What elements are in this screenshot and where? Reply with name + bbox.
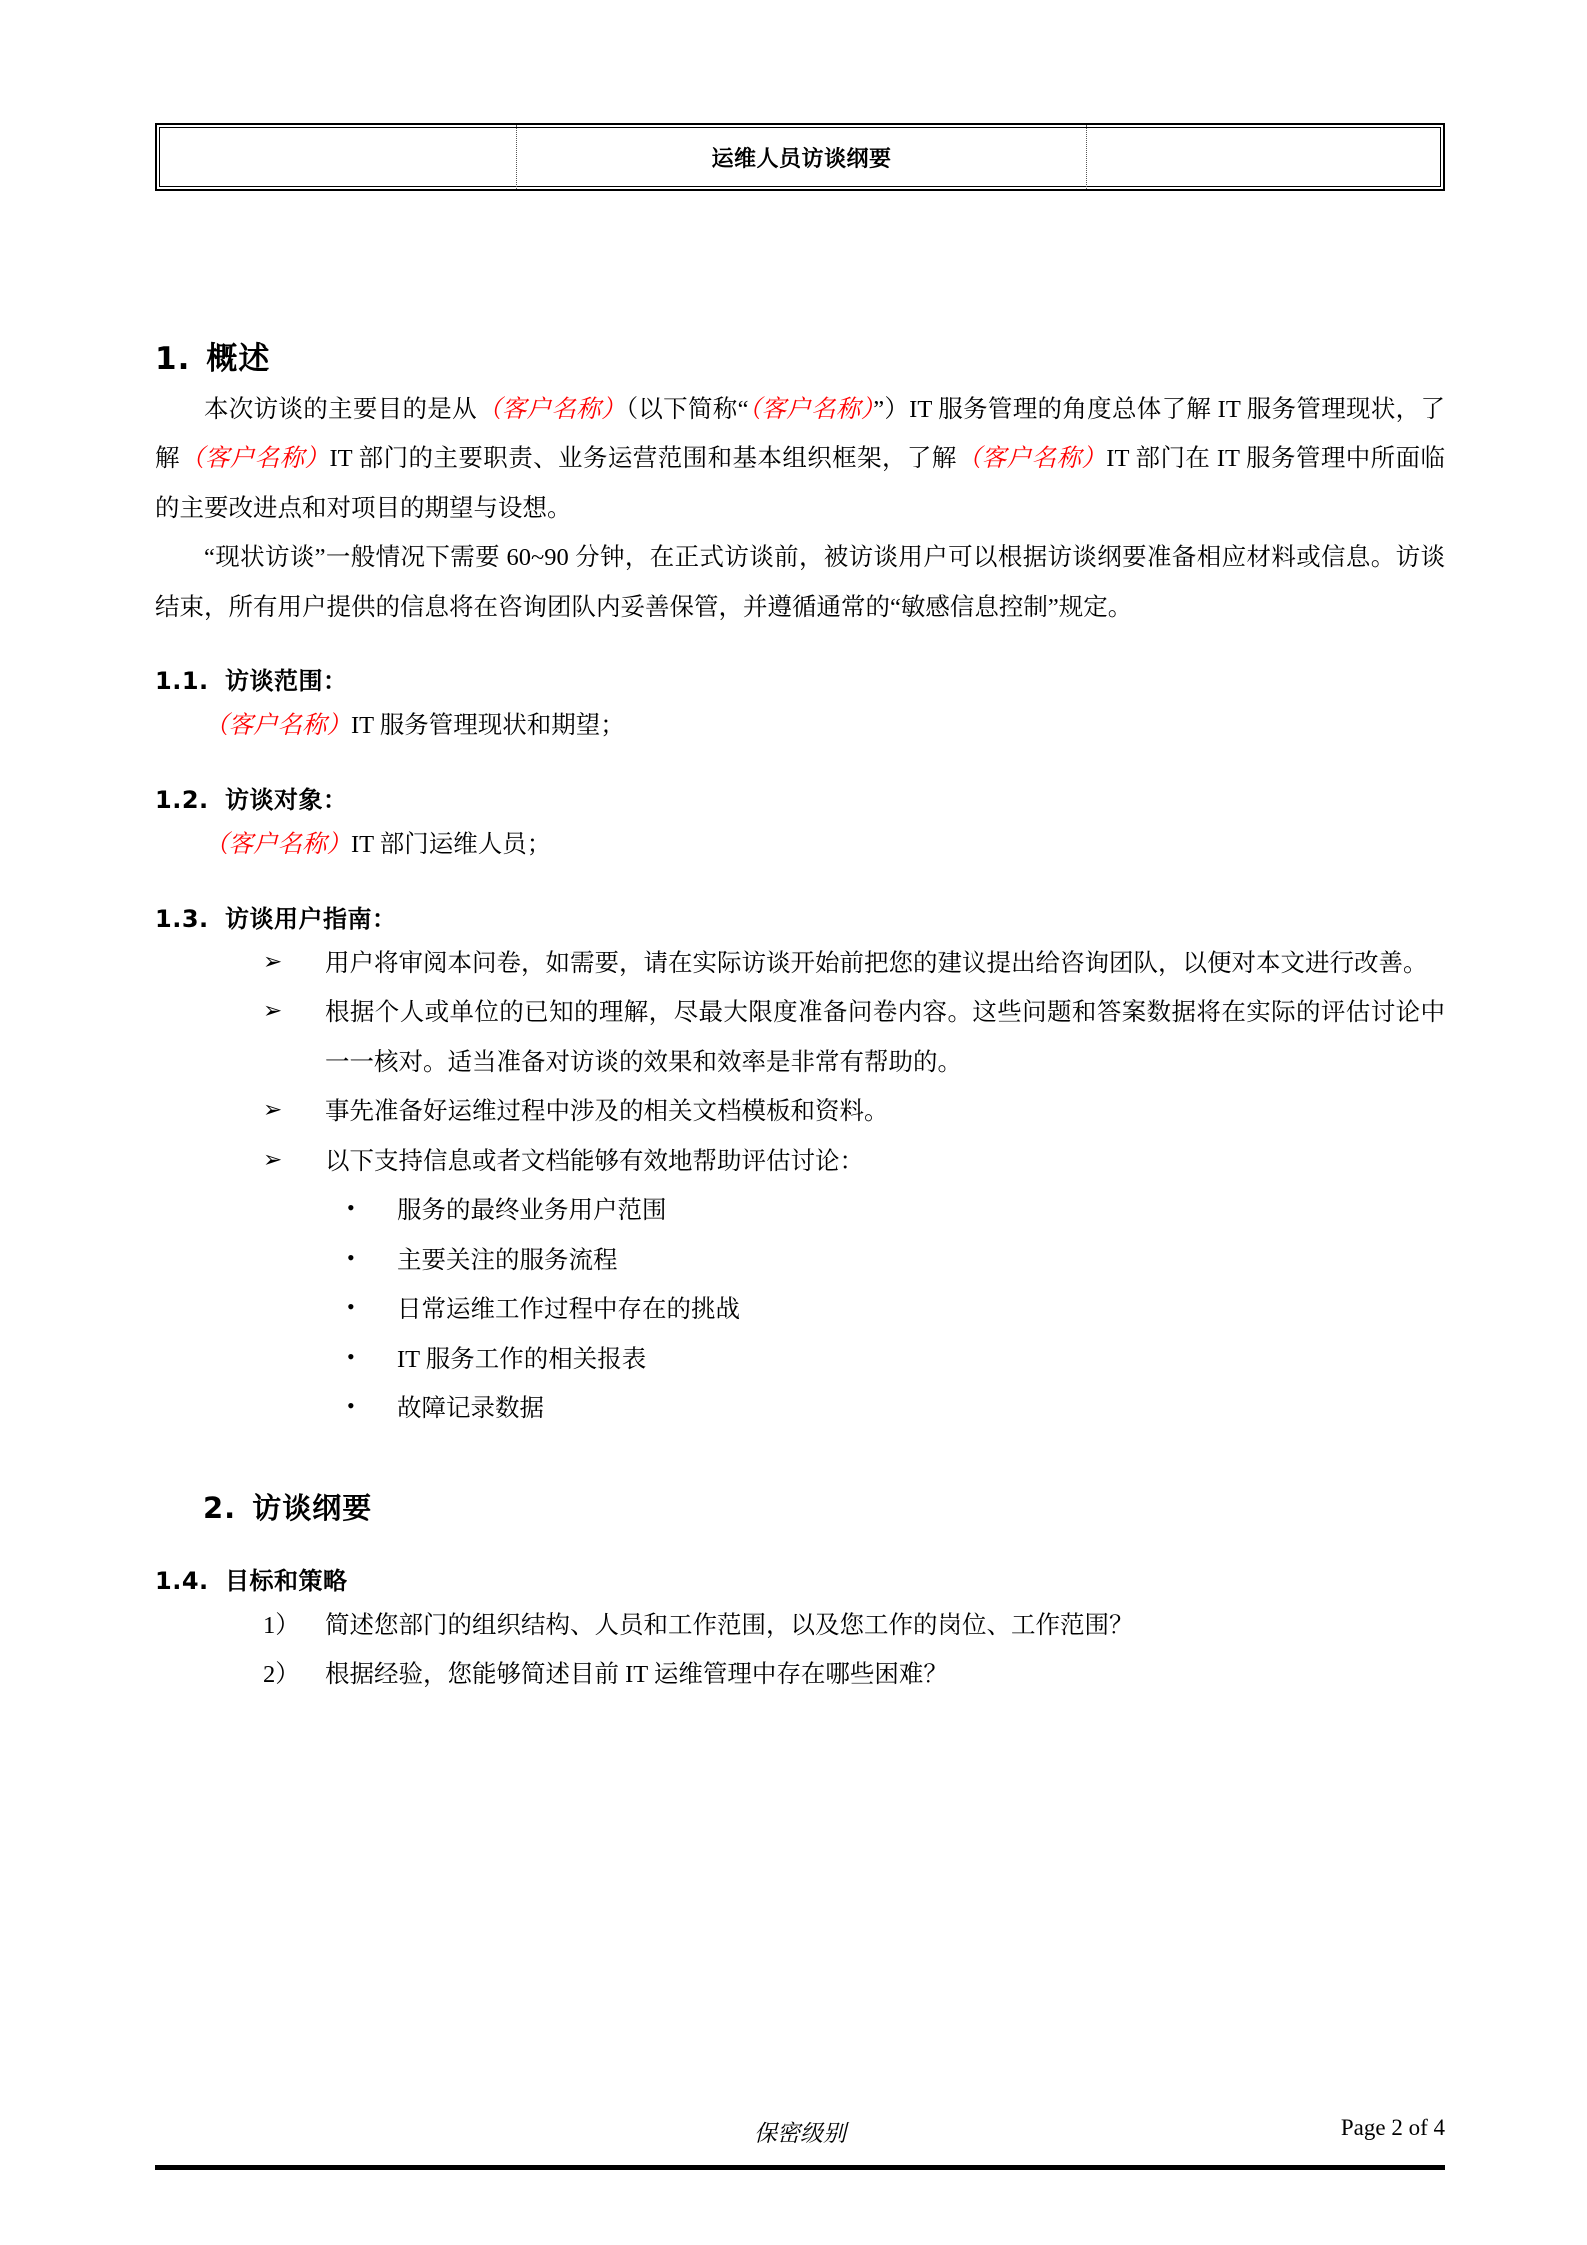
dot-bullet-icon: •: [347, 1393, 355, 1419]
heading-section-2-number: 2.: [203, 1490, 237, 1525]
list-item: [263, 1601, 1445, 1650]
question-number: 2）: [263, 1661, 300, 1689]
list-item: [345, 1335, 1445, 1384]
heading-section-1-4: [155, 1566, 1445, 1597]
spacer: [155, 1532, 1445, 1566]
placeholder-customer-name-2: （客户名称）: [748, 395, 874, 423]
footer-divider: [155, 2165, 1445, 2170]
heading-section-1-4-title: 目标和策略: [225, 1566, 348, 1595]
paragraph-interview-target: [155, 820, 1445, 869]
header-cell-right: [1087, 125, 1443, 189]
paragraph-interview-scope: [155, 701, 1445, 750]
dot-bullet-icon: •: [347, 1195, 355, 1221]
heading-section-1-3-number: 1.3.: [155, 904, 209, 933]
list-item-text: 服务的最终业务用户范围: [397, 1197, 667, 1225]
overview-text-2: （以下简称“: [625, 395, 749, 423]
placeholder-customer-name-4: （客户名称）: [956, 445, 1107, 473]
question-list: [155, 1601, 1445, 1700]
arrow-bullet-icon: ➢: [263, 1146, 283, 1173]
spacer: [155, 1434, 1445, 1490]
placeholder-customer-name-3: （客户名称）: [179, 445, 330, 473]
heading-section-1-1: [155, 666, 1445, 697]
heading-section-1-4-number: 1.4.: [155, 1566, 209, 1595]
interview-scope-text: IT 服务管理现状和期望；: [351, 712, 625, 740]
question-text: 根据经验，您能够简述目前 IT 运维管理中存在哪些困难？: [325, 1661, 948, 1689]
list-item: [345, 1236, 1445, 1285]
heading-section-2: [203, 1490, 1445, 1526]
arrow-bullet-icon: ➢: [263, 948, 283, 975]
list-item-text: 日常运维工作过程中存在的挑战: [397, 1296, 740, 1324]
dot-bullet-icon: •: [347, 1294, 355, 1320]
overview-text-1: 本次访谈的主要目的是从: [204, 395, 477, 423]
heading-section-1-3-title: 访谈用户指南：: [225, 904, 397, 933]
footer-row: [155, 2115, 1445, 2155]
list-item-text: IT 服务工作的相关报表: [397, 1345, 647, 1373]
header-cell-left: [157, 125, 517, 189]
dot-bullet-icon: •: [347, 1343, 355, 1369]
arrow-bullet-icon: ➢: [263, 1097, 283, 1124]
heading-section-1-3: [155, 904, 1445, 935]
list-item-text: 用户将审阅本问卷，如需要，请在实际访谈开始前把您的建议提出给咨询团队，以便对本文进行改善。: [325, 949, 1428, 977]
dot-bullet-icon: •: [347, 1244, 355, 1270]
heading-section-1-2-title: 访谈对象：: [225, 785, 348, 814]
heading-section-1: [155, 340, 1445, 379]
list-item-text: 故障记录数据: [397, 1395, 544, 1423]
list-item: [263, 1137, 1445, 1186]
list-item: [263, 1087, 1445, 1136]
header-cell-title: [517, 125, 1087, 189]
spacer: [155, 751, 1445, 785]
placeholder-customer-name-scope: （客户名称）: [204, 712, 351, 740]
spacer: [155, 870, 1445, 904]
heading-section-1-number: 1.: [155, 341, 191, 377]
overview-text-5: IT 部门在 IT 服务管理中所面临的主要改进点和对项目的期望与设想。: [155, 445, 1445, 522]
heading-section-1-title: 概述: [206, 341, 271, 377]
heading-section-2-title: 访谈纲要: [252, 1490, 373, 1525]
question-text: 简述您部门的组织结构、人员和工作范围，以及您工作的岗位、工作范围？: [325, 1611, 1134, 1639]
page-footer: [155, 2115, 1445, 2170]
supporting-info-list: [155, 1186, 1445, 1433]
user-guide-list: [155, 939, 1445, 1186]
list-item: [345, 1285, 1445, 1334]
heading-section-1-2: [155, 785, 1445, 816]
list-item: [263, 1650, 1445, 1699]
spacer: [155, 632, 1445, 666]
list-item: [263, 939, 1445, 988]
list-item: [263, 988, 1445, 1087]
document-title: 运维人员访谈纲要: [711, 146, 892, 172]
list-item-text: 以下支持信息或者文档能够有效地帮助评估讨论：: [325, 1147, 864, 1175]
footer-page-number: Page 2 of 4: [1340, 2115, 1445, 2140]
question-number: 1）: [263, 1611, 300, 1639]
document-body: [155, 340, 1445, 1700]
placeholder-customer-name-target: （客户名称）: [204, 831, 351, 859]
overview-text-3: ”）IT 服务管理的角度总体了解 IT 服务管理现状，了解: [155, 395, 1445, 473]
heading-section-1-1-title: 访谈范围：: [225, 667, 348, 696]
placeholder-customer-name-1: （客户名称）: [476, 395, 626, 423]
paragraph-overview-2: “现状访谈”一般情况下需要 60~90 分钟，在正式访谈前，被访谈用户可以根据访谈纲要准备相应材料或信息。访谈结束，所有用户提供的信息将在咨询团队内妥善保管，并遵循通常的“敏感信息控制”规定。: [155, 544, 1445, 621]
arrow-bullet-icon: ➢: [263, 998, 283, 1025]
list-item: [345, 1384, 1445, 1433]
page-header-table: [155, 123, 1445, 191]
interview-target-text: IT 部门运维人员；: [351, 831, 552, 859]
footer-confidential-label: 保密级别: [754, 2121, 846, 2146]
heading-section-1-2-number: 1.2.: [155, 785, 209, 814]
heading-section-1-1-number: 1.1.: [155, 667, 209, 696]
list-item: [345, 1186, 1445, 1235]
list-item-text: 主要关注的服务流程: [397, 1246, 618, 1274]
list-item-text: 根据个人或单位的已知的理解，尽最大限度准备问卷内容。这些问题和答案数据将在实际的评估讨论中一一核对。适当准备对访谈的效果和效率是非常有帮助的。: [325, 999, 1445, 1076]
list-item-text: 事先准备好运维过程中涉及的相关文档模板和资料。: [325, 1098, 889, 1126]
paragraph-overview-1: [155, 385, 1445, 533]
overview-text-4: IT 部门的主要职责、业务运营范围和基本组织框架，了解: [329, 445, 957, 473]
